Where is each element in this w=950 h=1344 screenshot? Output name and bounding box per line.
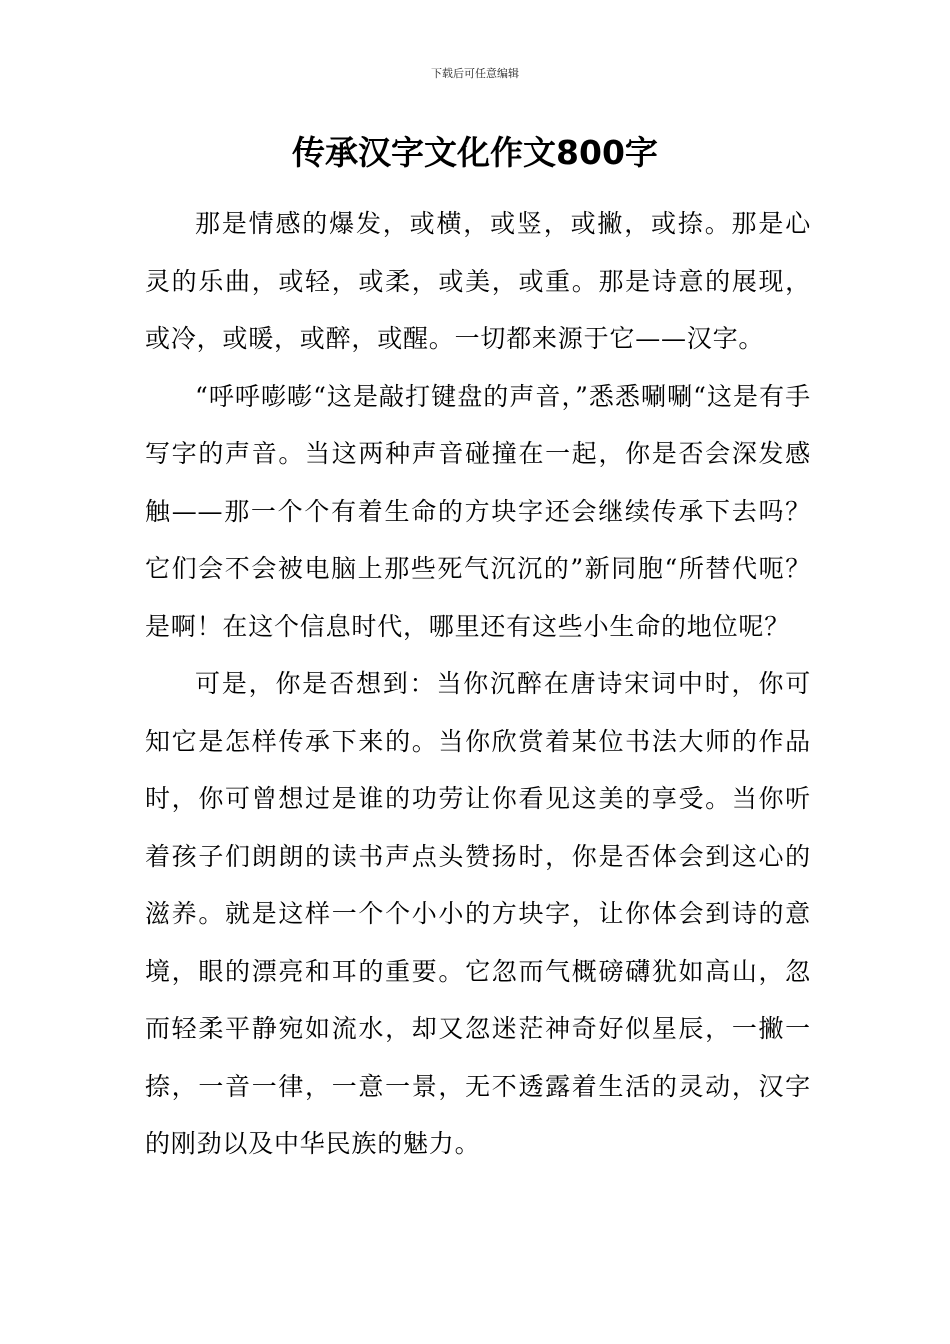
- document-title: 传承汉字文化作文800字: [292, 133, 658, 172]
- paragraph: 那是情感的爆发，或横，或竖，或撇，或捺。那是心灵的乐曲，或轻，或柔，或美，或重。那是诗意的展现，或冷，或暖，或醉，或醒。一切都来源于它——汉字。: [145, 209, 811, 353]
- document-body: [145, 195, 811, 1173]
- paragraph: “呼呼嘭嘭“这是敲打键盘的声音，”悉悉唰唰“这是有手写字的声音。当这两种声音碰撞在一起，你是否会深发感触——那一个个有着生命的方块字还会继续传承下去吗？它们会不会被电脑上那些死气沉沉的”新同胞“所替代呃？是啊！在这个信息时代，哪里还有这些小生命的地位呢？: [145, 381, 811, 641]
- page-header-note: 下载后可任意编辑: [431, 67, 519, 80]
- paragraph: 可是，你是否想到：当你沉醉在唐诗宋词中时，你可知它是怎样传承下来的。当你欣赏着某位书法大师的作品时，你可曾想过是谁的功劳让你看见这美的享受。当你听着孩子们朗朗的读书声点头赞扬时，你是否体会到这心的滋养。就是这样一个个小小的方块字，让你体会到诗的意境，眼的漂亮和耳的重要。它忽而气概磅礴犹如高山，忽而轻柔平静宛如流水，却又忽迷茫神奇好似星辰，一撇一捺，一音一律，一意一景，无不透露着生活的灵动，汉字的刚劲以及中华民族的魅力。: [145, 669, 811, 1158]
